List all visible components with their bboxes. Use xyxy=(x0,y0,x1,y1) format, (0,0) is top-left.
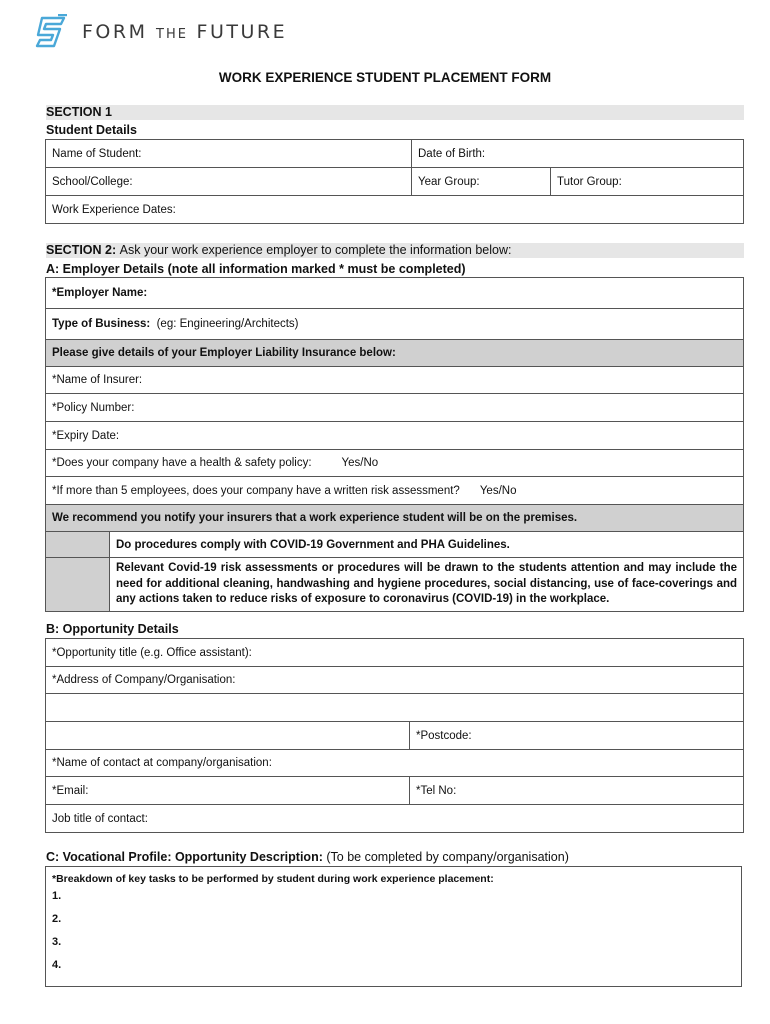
insurer-notice: We recommend you notify your insurers that a work experience student will be on the premises. xyxy=(46,505,744,532)
employer-details-table xyxy=(45,277,744,612)
year-group-field[interactable]: Year Group: xyxy=(412,168,551,196)
name-of-insurer-field[interactable]: *Name of Insurer: xyxy=(46,367,744,394)
opportunity-details-heading: B: Opportunity Details xyxy=(46,622,179,636)
vocational-profile-heading: C: Vocational Profile: Opportunity Description: (To be completed by company/organisation) xyxy=(46,850,569,864)
opportunity-title-field[interactable]: *Opportunity title (e.g. Office assistant): xyxy=(46,639,744,667)
covid-compliance-checkbox[interactable] xyxy=(46,532,110,558)
key-tasks-heading: *Breakdown of key tasks to be performed by student during work experience placement: xyxy=(52,873,494,885)
email-field[interactable]: *Email: xyxy=(46,777,410,805)
risk-assessment-field[interactable]: *If more than 5 employees, does your company have a written risk assessment? Yes/No xyxy=(46,477,744,505)
address-line-3-field[interactable] xyxy=(46,722,410,750)
section2-note: Ask your work experience employer to complete the information below: xyxy=(119,243,512,257)
task-item[interactable]: 1. xyxy=(52,890,62,902)
job-title-field[interactable]: Job title of contact: xyxy=(46,805,744,833)
address-line-2-field[interactable] xyxy=(46,694,744,722)
section2-heading: SECTION 2: Ask your work experience employer to complete the information below: xyxy=(46,243,744,258)
student-details-heading: Student Details xyxy=(46,123,137,137)
date-of-birth-field[interactable]: Date of Birth: xyxy=(412,140,744,168)
expiry-date-field[interactable]: *Expiry Date: xyxy=(46,422,744,450)
tel-no-field[interactable]: *Tel No: xyxy=(410,777,744,805)
covid-compliance-text: Do procedures comply with COVID-19 Government and PHA Guidelines. xyxy=(110,532,744,558)
name-of-student-field[interactable]: Name of Student: xyxy=(46,140,412,168)
contact-name-field[interactable]: *Name of contact at company/organisation: xyxy=(46,750,744,777)
insurance-heading: Please give details of your Employer Liability Insurance below: xyxy=(46,340,744,367)
postcode-field[interactable]: *Postcode: xyxy=(410,722,744,750)
hs-policy-field[interactable]: *Does your company have a health & safety policy: Yes/No xyxy=(46,450,744,477)
brand-word-the: THE xyxy=(156,27,188,42)
page-title: WORK EXPERIENCE STUDENT PLACEMENT FORM xyxy=(218,70,552,85)
brand-word-future: FUTURE xyxy=(196,21,288,43)
hs-policy-yes-no[interactable]: Yes/No xyxy=(341,457,379,469)
policy-number-field[interactable]: *Policy Number: xyxy=(46,394,744,422)
brand-name xyxy=(82,21,287,43)
address-field[interactable]: *Address of Company/Organisation: xyxy=(46,667,744,694)
task-item[interactable]: 2. xyxy=(52,913,62,925)
section1-heading: SECTION 1 xyxy=(46,105,744,120)
task-item[interactable]: 3. xyxy=(52,936,62,948)
work-experience-dates-field[interactable]: Work Experience Dates: xyxy=(46,196,744,224)
vocational-profile-note: (To be completed by company/organisation) xyxy=(326,850,569,864)
task-item[interactable]: 4. xyxy=(52,959,62,971)
covid-risk-text: Relevant Covid-19 risk assessments or procedures will be drawn to the students attention and may include the need for additional cleaning, handwashing and hygiene procedures, social distancing, use of face-coverings and any actions taken to reduce risks of exposure to coronavirus (COVID-19) in the workplace. xyxy=(110,558,744,612)
type-of-business-field[interactable]: Type of Business: (eg: Engineering/Architects) xyxy=(46,309,744,340)
covid-risk-checkbox[interactable] xyxy=(46,558,110,612)
opportunity-details-table xyxy=(45,638,744,833)
tutor-group-field[interactable]: Tutor Group: xyxy=(551,168,744,196)
employer-details-heading: A: Employer Details (note all information marked * must be completed) xyxy=(46,262,466,276)
employer-name-field[interactable]: *Employer Name: xyxy=(46,278,744,309)
school-college-field[interactable]: School/College: xyxy=(46,168,412,196)
stylized-s-logo-icon xyxy=(34,14,70,50)
student-details-table xyxy=(45,139,744,224)
brand-logo xyxy=(34,14,287,50)
brand-word-form: FORM xyxy=(82,21,148,43)
risk-assessment-yes-no[interactable]: Yes/No xyxy=(479,484,517,497)
key-tasks-box[interactable] xyxy=(45,866,742,987)
